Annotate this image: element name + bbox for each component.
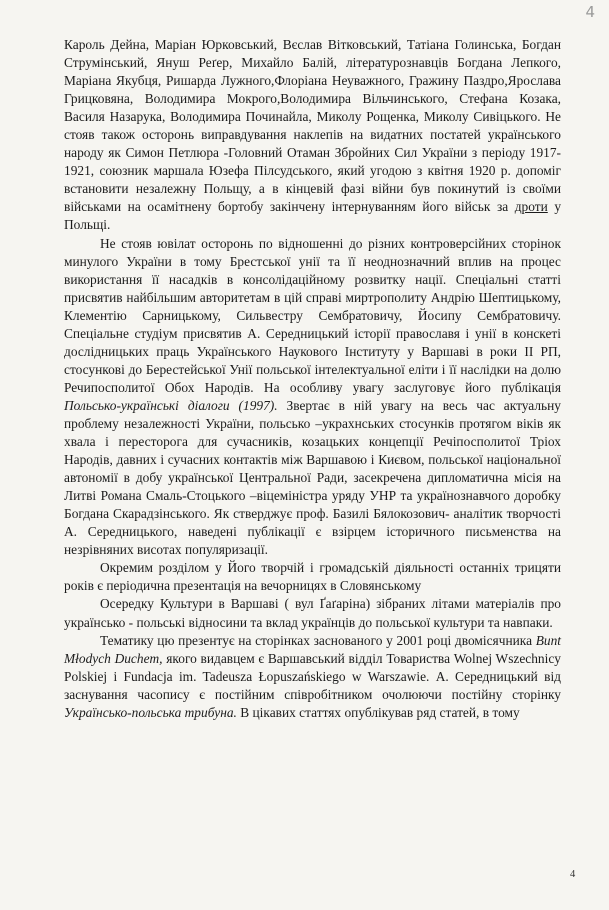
paragraph-2-text-a: Не стояв ювілат осторонь по відношенні до різних контроверсійних сторінок минулого України в тому Брестської унії та її неоднозначний вплив на процес використання її насадків в консолідаційному розвитку нації. Спеціальні статті присвятив найбільшим авторитетам в цій справі миртрополиту Андрію Шептицькому, Клементію Сарницькому, Сильвестру Сембратовичу, Йосипу Сембратовичу. Спеціальне студіум присвятив А. Середницький історії православя і унії в конскеті дослідницьких праць Українського Наукового Інституту у Варшаві в роки ІІ РП, стосункові до Берестейської Унії польської інтелектуальної еліти і її наслідки на долю Речипосполитої Обох Народів. На особливу увагу заслуговує його публікація xyxy=(64,235,561,395)
paragraph-4: Осередку Культури в Варшаві ( вул Ґаґаріна) зібраних літами матеріалів про українсько - польські відносини та вклад українців до польської культури та навпаки. xyxy=(64,596,561,630)
body-text xyxy=(64,36,561,722)
paragraph-2 xyxy=(64,235,561,560)
paragraph-1-text-b: у Польщі. xyxy=(64,199,562,233)
paragraph-1 xyxy=(64,36,561,235)
paragraph-5-text-b: якого видавцем є Варшавський відділ Товариства Wolnej Wszechnicy Polskiej і Fundacja im. Tadeusza Łopuszańskiego w Warszawie. А. Середницький від заснування часопису є постійним співробітником очолюючи постійну сторінку xyxy=(64,650,561,702)
paragraph-3: Окремим розділом у Його творчій і громадській діяльності останніх трицяти років є періодична презентація на вечорницях в Словянському xyxy=(64,560,561,594)
paragraph-5-text-a: Тематику цю презентує на сторінках заснованого у 2001 році двомісячника xyxy=(100,632,536,648)
paragraph-5-text-c: В цікавих статтях опублікував ряд статей, в тому xyxy=(236,704,520,720)
paragraph-1-text-a: Кароль Дейна, Маріан Юрковський, Вєслав Вітковський, Татіана Голинська, Богдан Струмінський, Януш Реґер, Михайло Балій, літературознавців Богдана Лепкого, Маріана Якубця, Ришарда Лужного,Флоріана Неуважного, Гражину Паздро,Ярослава Грицковяна, Володимира Мокрого,Володимира Вільчинського, Стефана Козака, Василя Назарука, Володимира Починайла, Миколу Рощенка, Миколу Сивіцького. Не стояв також осторонь виправдування наклепів на видатних постатей українського народу як Симон Петлюра -Головний Отаман Збройних Сил України з періоду 1917-1921, союзник маршала Юзефа Пілсудського, який угодою з квітня 1920 р. допоміг встановити незалежну Польщу, а в кінцевій фазі війни був покинутий із своїми військами на осамітнену бортобу закінчену інтернуванням його військ за xyxy=(64,37,561,215)
paragraph-1-underlined-word: дроти xyxy=(514,199,548,215)
paragraph-2-text-b: Звертає в ній увагу на весь час актуальну проблему незалежності України, польсько –укрaхнських стосунків протягом віків як хвала і перестoрога для сучасників, козацьких концепції Речіпосполитої Тріох Народів, давних і сучасних контактів між Варшавою і Києвом, польської національної автономії в добу української Центральної Ради, засекречена дипломатична місія на Литві Романа Смаль-Стоцького –віцеміністра уряду УНР та українознавчого доробку Богдана Скарадзінського. Як стверджує проф. Базилі Бялокозович- аналітик творчості А. Середницького, наведені публікації є взірцем історичного письменства на незрівняних висотах популяризації. xyxy=(64,397,561,558)
publication-title-dialogues: Польсько-українські діалоги (1997). xyxy=(64,397,278,413)
page-number: 4 xyxy=(570,869,576,880)
handwritten-page-mark: 4 xyxy=(585,3,595,21)
column-title: Українсько-польська трибуна. xyxy=(64,704,237,720)
paragraph-5 xyxy=(64,632,561,722)
journal-title: Bunt Młodych Duchem, xyxy=(64,632,561,666)
